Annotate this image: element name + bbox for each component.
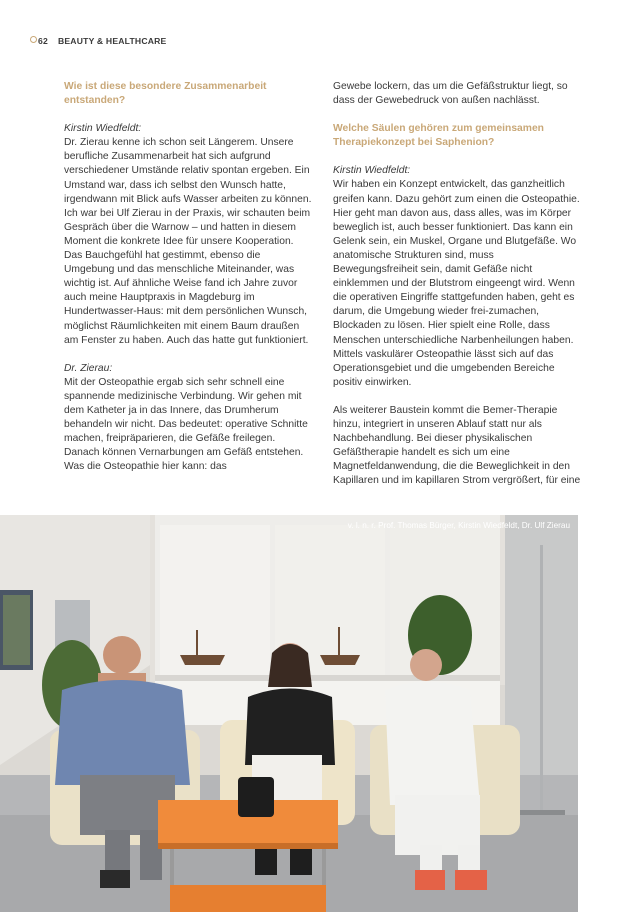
right-column <box>333 80 581 488</box>
answer-paragraph: Dr. Zierau kenne ich schon seit Längerem. Unsere berufliche Zusammenarbeit hat sich aufgrund verschiedener Umstände relativ spontan ergeben. Ein Umstand war, dass ich selbst den Wunsch hatte, irgendwann mit Blick aufs Wasser arbeiten zu können. Ich war bei Ulf Zierau in der Praxis, wir schauten beim Gespräch über die Warnow – und hatten in diesem Moment die konkrete Idee für unsere Kooperation. Das Bauchgefühl hat gestimmt, ebenso die Umgebung und das menschliche Miteinander, was wichtig ist. Auf ähnliche Weise fand ich Jahre zuvor auch meine Hauptpraxis in Magdeburg im Hundertwasser-Haus: mit dem persönlichen Wunsch, möglichst Räumlichkeiten mit einem Baum draußen am Fenster zu haben. Auch das hatte gut funktioniert. <box>64 137 312 346</box>
left-column <box>64 80 312 474</box>
answer-paragraph: Gewebe lockern, das um die Gefäßstruktur liegt, so dass der Gewebedruck von außen nachlässt. <box>333 81 568 107</box>
answer-paragraph: Wir haben ein Konzept entwickelt, das ganzheitlich greifen kann. Dazu gehört zum einen die Osteopathie. Hier geht man davon aus, dass alles, was im Körper beweglich ist, auch besser funktioniert. Das kann ein Gelenk sein, ein Muskel, Organe und Blutgefäße. Wo anatomische Strukturen sind, muss Bewegungsfreiheit sein, damit Gefäße nicht einklemmen und der Blutstrom eingeengt wird. Wenn die operativen Eingriffe stattgefunden haben, geht es darum, die Umgebung wieder frei-zumachen, Blockaden zu lösen. Hier spielt eine Rolle, dass Menschen unterschiedliche Narbenheilungen haben. Mittels vaskulärer Osteopathie lässt sich auf das Operationsgebiet und die umgebenden Bereiche positiv einwirken. <box>333 179 580 388</box>
question-heading: Welche Säulen gehören zum gemeinsamen Therapiekonzept bei Saphenion? <box>333 123 544 149</box>
speaker-label: Kirstin Wiedfeldt: <box>64 123 142 135</box>
photo-caption: v. l. n. r. Prof. Thomas Bürger, Kirstin Wiedfeldt, Dr. Ulf Zierau <box>347 521 570 530</box>
page-number: 62 <box>38 36 48 46</box>
speaker-label: Kirstin Wiedfeldt: <box>333 165 411 177</box>
question-heading: Wie ist diese besondere Zusammenarbeit entstanden? <box>64 81 267 107</box>
answer-paragraph: Mit der Osteopathie ergab sich sehr schnell eine spannende medizinische Verbindung. Wir gehen mit dem Katheter ja in das Innere, das Drumherum behandeln wir nicht. Das bedeutet: operative Schnitte machen, freipräparieren, die Gefäße freilegen. Danach können Vernarbungen am Gefäß entstehen. Was die Osteopathie hier kann: das <box>64 376 308 473</box>
speaker-label: Dr. Zierau: <box>64 362 113 374</box>
page-number-circle-icon <box>30 36 37 43</box>
answer-paragraph: Als weiterer Baustein kommt die Bemer-Therapie hinzu, integriert in unseren Ablauf statt nur als Nachbehandlung. Bei dieser physikalischen Gefäßtherapie handelt es sich um eine Magnetfeldanwendung, die die Beweglichkeit in den Kapillaren und im kapillaren Strom vergrößert, für eine <box>333 404 581 487</box>
section-title: BEAUTY & HEALTHCARE <box>57 36 167 46</box>
group-photo <box>0 515 578 912</box>
photo-illustration <box>0 515 578 912</box>
page-header <box>30 36 167 46</box>
